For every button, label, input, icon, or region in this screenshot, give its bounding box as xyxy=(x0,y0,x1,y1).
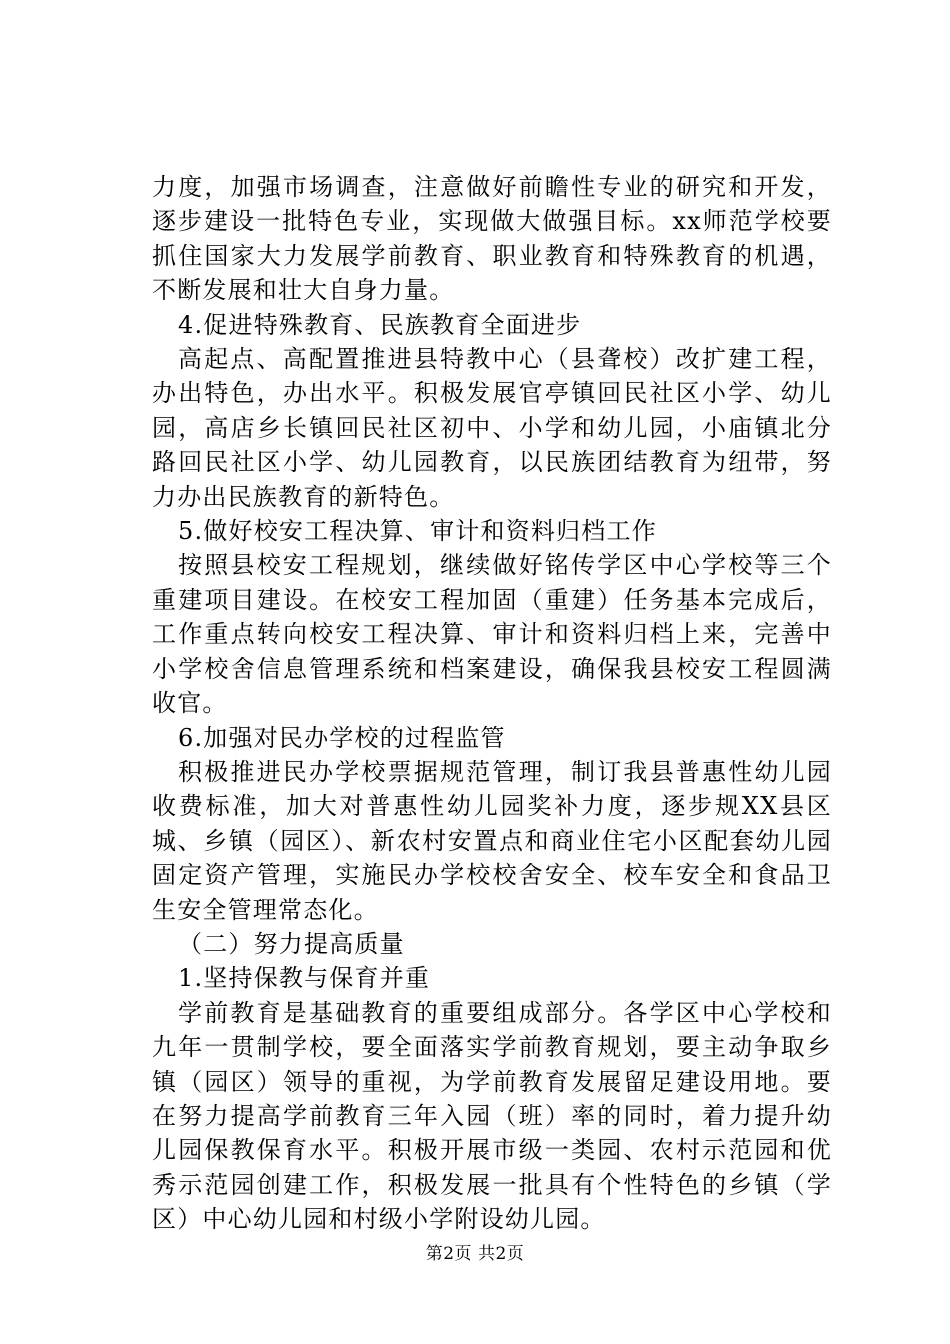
section-heading-school-safety: 5.做好校安工程决算、审计和资料归档工作 xyxy=(178,517,657,546)
section-heading-special-education: 4.促进特殊教育、民族教育全面进步 xyxy=(178,310,582,339)
paragraph-preschool-education: 学前教育是基础教育的重要组成部分。各学区中心学校和九年一贯制学校，要全面落实学前教育规划，要主动争取乡镇（园区）领导的重视，为学前教育发展留足建设用地。要在努力提高学前教育三年入园（班）率的同时，着力提升幼儿园保教保育水平。积极开展市级一类园、农村示范园和优秀示范园创建工作，积极发展一批具有个性特色的乡镇（学区）中心幼儿园和村级小学附设幼儿园。 xyxy=(152,998,832,1234)
paragraph-continuation: 力度，加强市场调查，注意做好前瞻性专业的研究和开发，逐步建设一批特色专业，实现做大做强目标。xx师范学校要抓住国家大力发展学前教育、职业教育和特殊教育的机遇，不断发展和壮大自身力量。 xyxy=(152,173,832,305)
section-heading-private-schools: 6.加强对民办学校的过程监管 xyxy=(178,723,506,752)
paragraph-special-education: 高起点、高配置推进县特教中心（县聋校）改扩建工程，办出特色，办出水平。积极发展官亭镇回民社区小学、幼儿园，高店乡长镇回民社区初中、小学和幼儿园，小庙镇北分路回民社区小学、幼儿园教育，以民族团结教育为纽带，努力办出民族教育的新特色。 xyxy=(152,345,832,511)
document-body xyxy=(152,170,832,1237)
page-number-footer: 第2页 共2页 xyxy=(425,1244,525,1264)
paragraph-school-safety: 按照县校安工程规划，继续做好铭传学区中心学校等三个重建项目建设。在校安工程加固（重建）任务基本完成后，工作重点转向校安工程决算、审计和资料归档上来，完善中小学校舍信息管理系统和档案建设，确保我县校安工程圆满收官。 xyxy=(152,551,832,718)
section-heading-improve-quality: （二）努力提高质量 xyxy=(178,929,405,958)
paragraph-private-schools: 积极推进民办学校票据规范管理，制订我县普惠性幼儿园收费标准，加大对普惠性幼儿园奖补力度，逐步规XX县区城、乡镇（园区）、新农村安置点和商业住宅小区配套幼儿园固定资产管理，实施民办学校校舍安全、校车安全和食品卫生安全管理常态化。 xyxy=(152,757,832,924)
section-heading-care-education: 1.坚持保教与保育并重 xyxy=(178,964,431,993)
